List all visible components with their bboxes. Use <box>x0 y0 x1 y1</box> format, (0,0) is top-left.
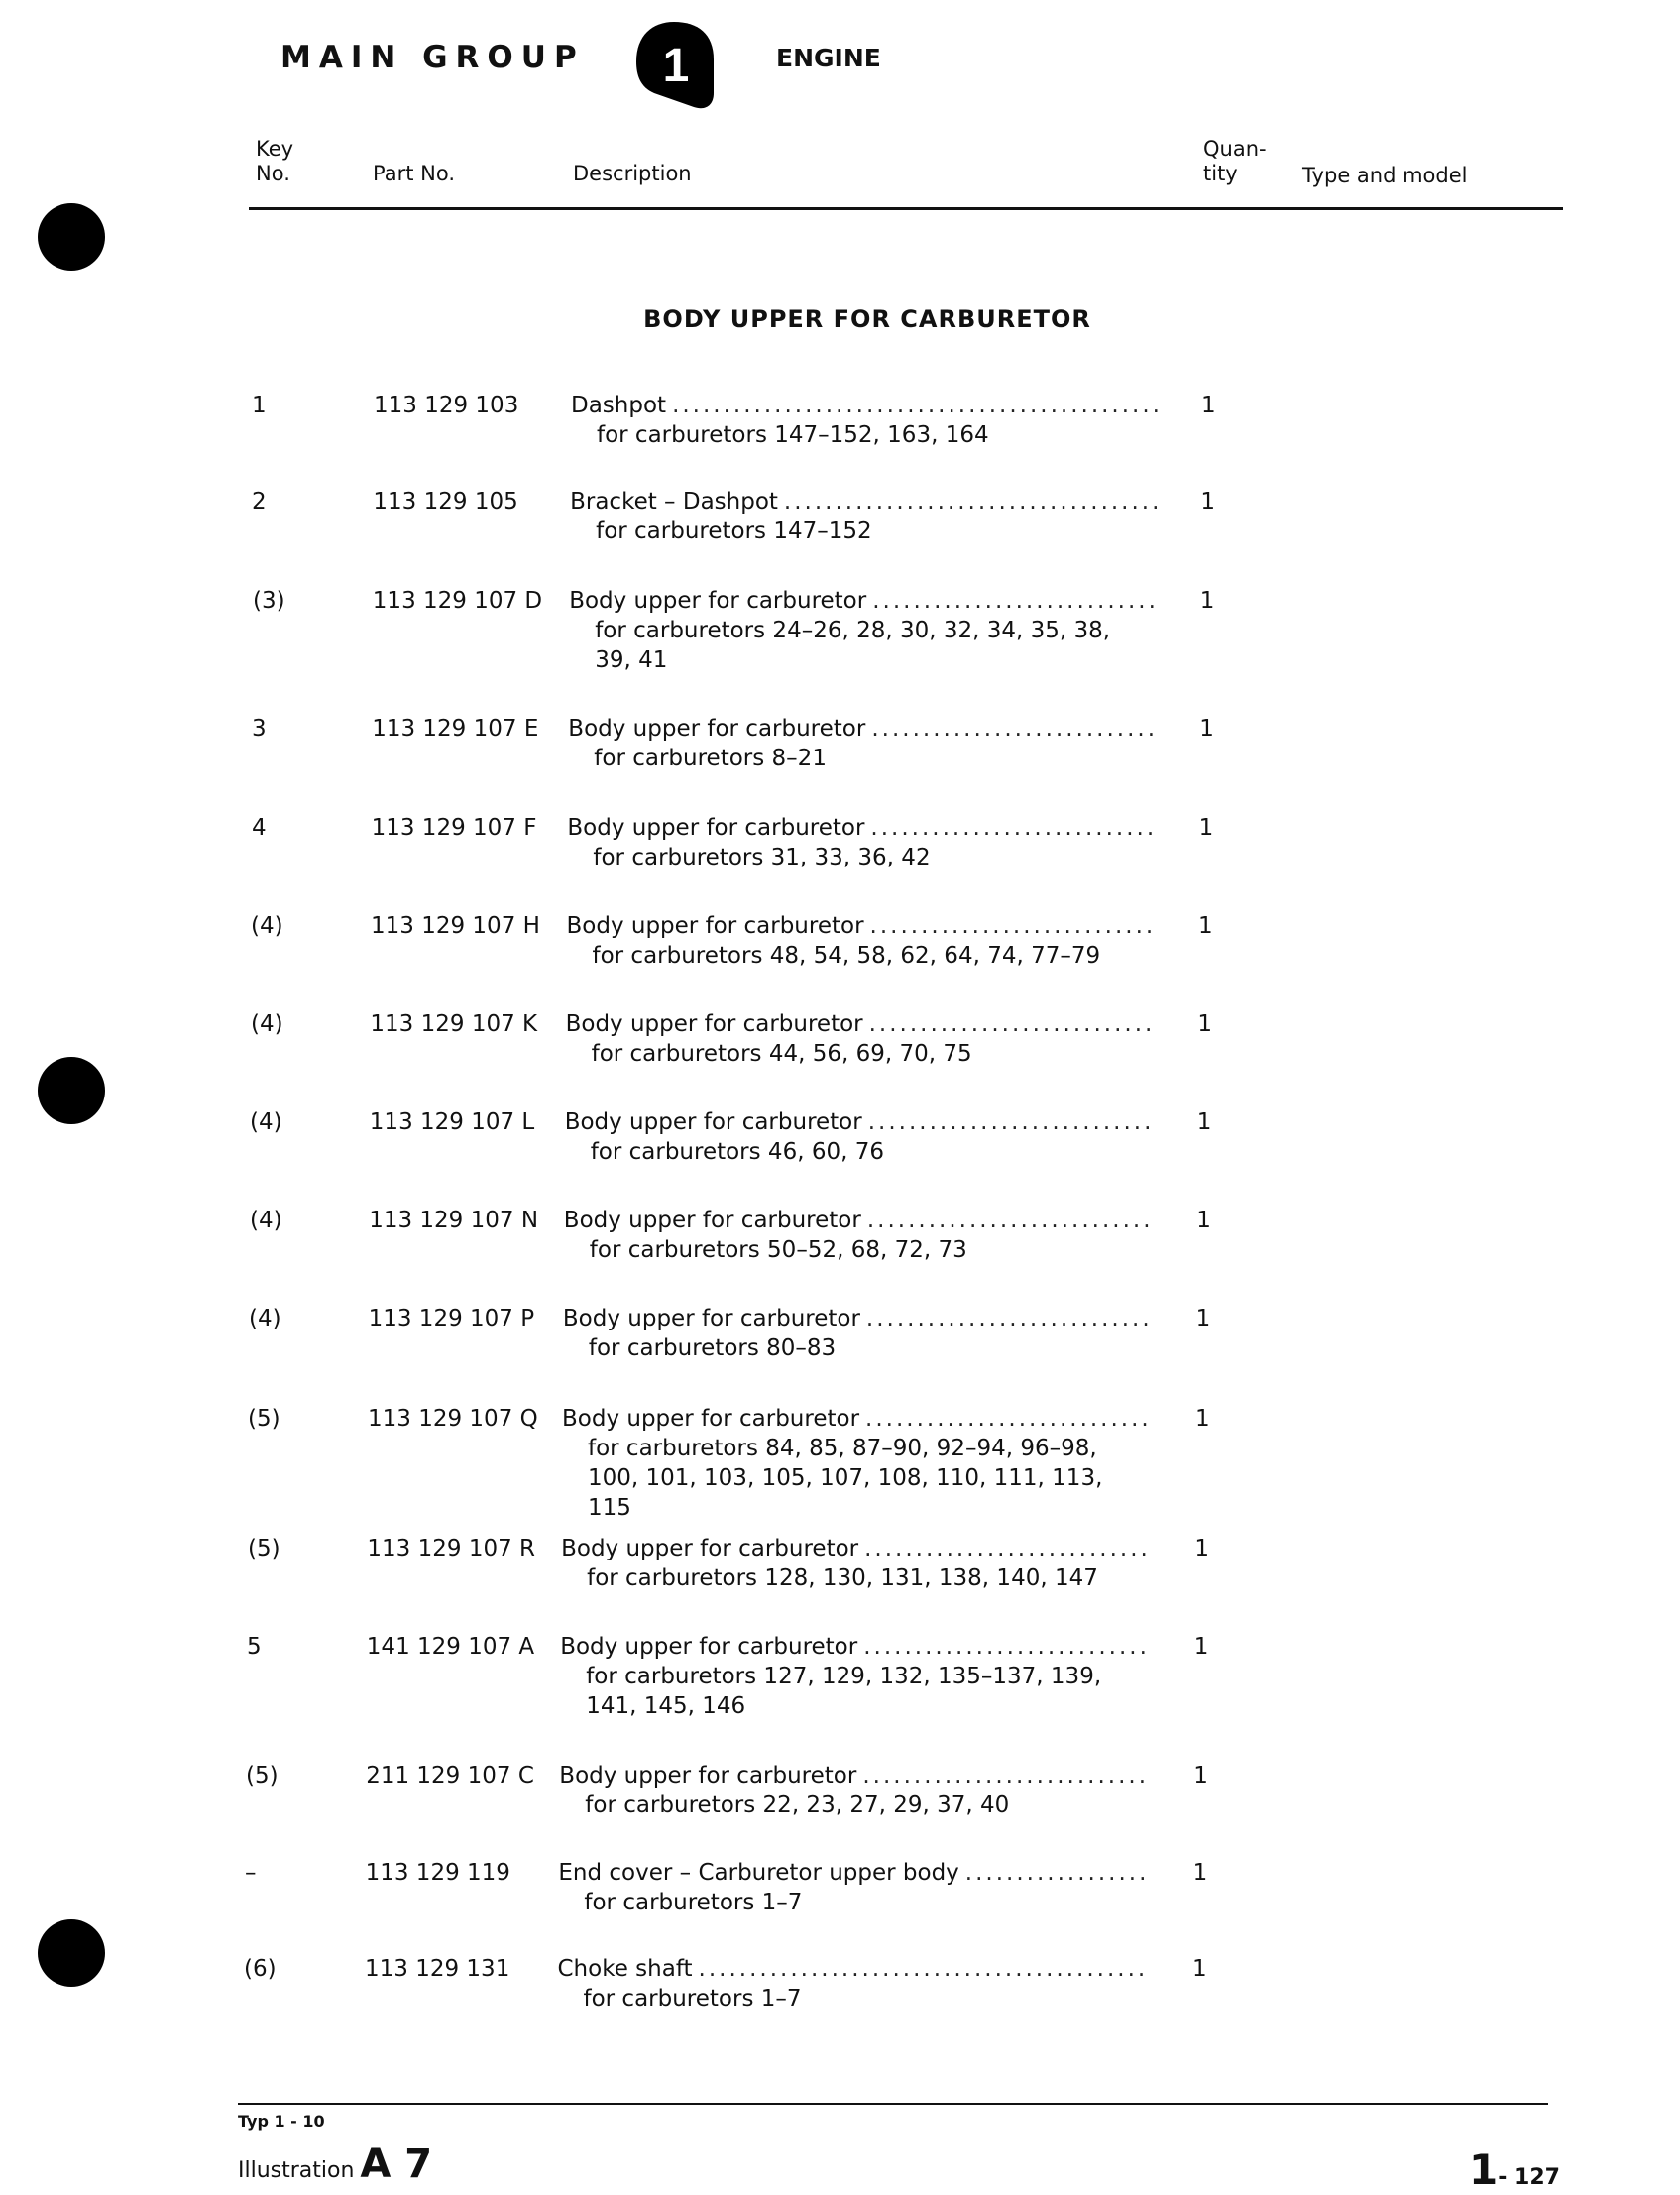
part-description <box>565 1107 1156 1167</box>
quantity: 1 <box>1198 815 1214 841</box>
footer-rule <box>238 2103 1548 2105</box>
quantity: 1 <box>1196 1208 1211 1233</box>
key-number: 3 <box>252 716 267 742</box>
leader-dots <box>863 1632 1151 1662</box>
leader-dots <box>862 1761 1150 1791</box>
illustration-id: A 7 <box>360 2141 433 2187</box>
group-number-badge <box>634 20 716 111</box>
description-text: Body upper for carburetor <box>563 1208 861 1233</box>
quantity: 1 <box>1192 1860 1208 1886</box>
part-description <box>563 1304 1154 1363</box>
key-number: 4 <box>252 815 267 841</box>
part-description <box>559 1761 1150 1820</box>
quantity: 1 <box>1198 913 1213 939</box>
col-header-key-line1: Key <box>256 137 294 161</box>
applicability-note: for carburetors 48, 54, 58, 62, 64, 74, 77–79 <box>592 943 1101 969</box>
section-name: ENGINE <box>776 44 881 72</box>
binder-hole-icon <box>38 203 105 271</box>
description-text: Body upper for carburetor <box>569 588 867 614</box>
description-text: End cover – Carburetor upper body <box>558 1860 959 1886</box>
leader-dots <box>672 391 1162 420</box>
part-number: 113 129 107 H <box>371 913 540 939</box>
quantity: 1 <box>1199 716 1214 742</box>
illustration-label: Illustration <box>238 2158 355 2183</box>
part-description <box>570 487 1161 546</box>
col-header-qty-line1: Quan- <box>1203 137 1267 161</box>
description-text: Choke shaft <box>557 1956 693 1982</box>
applicability-note: for carburetors 46, 60, 76 <box>590 1139 884 1165</box>
header-rule <box>249 207 1563 210</box>
leader-dots <box>965 1858 1150 1888</box>
type-reference: Typ 1 - 10 <box>238 2112 325 2131</box>
key-number: (5) <box>248 1406 280 1432</box>
applicability-note: for carburetors 80–83 <box>588 1335 837 1361</box>
col-header-key-no <box>256 137 293 186</box>
quantity: 1 <box>1201 393 1216 418</box>
part-number: 113 129 107 K <box>370 1011 538 1037</box>
part-description <box>567 911 1158 971</box>
part-description <box>569 586 1160 675</box>
description-text: Body upper for carburetor <box>560 1634 858 1660</box>
quantity: 1 <box>1199 588 1215 614</box>
quantity: 1 <box>1196 1109 1212 1135</box>
part-number: 113 129 105 <box>373 489 518 515</box>
applicability-note: for carburetors 8–21 <box>594 746 827 771</box>
part-description <box>567 813 1158 872</box>
part-description <box>558 1858 1149 1917</box>
quantity: 1 <box>1193 1634 1209 1660</box>
part-number: 113 129 107 R <box>367 1536 536 1561</box>
applicability-note: for carburetors 44, 56, 69, 70, 75 <box>591 1041 972 1067</box>
leader-dots <box>867 1206 1155 1235</box>
applicability-note: 39, 41 <box>595 647 668 673</box>
quantity: 1 <box>1195 1306 1211 1331</box>
description-text: Dashpot <box>571 393 667 418</box>
part-number: 113 129 107 N <box>369 1208 539 1233</box>
page-number <box>1469 2145 1560 2194</box>
col-header-part-no: Part No. <box>373 162 455 185</box>
key-number: (5) <box>248 1536 280 1561</box>
description-text: Body upper for carburetor <box>564 1109 862 1135</box>
main-group-label: MAIN GROUP <box>280 40 585 75</box>
part-description <box>558 1954 1149 2014</box>
part-description <box>561 1534 1152 1593</box>
page-number-minor: - 127 <box>1498 2165 1560 2190</box>
leader-dots <box>866 1304 1154 1333</box>
part-description <box>564 1206 1155 1265</box>
key-number: (4) <box>251 1011 283 1037</box>
col-header-type-model: Type and model <box>1302 164 1468 187</box>
part-description <box>562 1404 1153 1523</box>
leader-dots <box>869 1009 1157 1039</box>
part-number: 113 129 107 F <box>371 815 537 841</box>
part-number: 141 129 107 A <box>366 1634 535 1660</box>
leader-dots <box>865 1404 1153 1434</box>
leader-dots <box>868 1107 1156 1137</box>
description-text: Body upper for carburetor <box>567 815 865 841</box>
part-number: 113 129 107 P <box>368 1306 535 1331</box>
leader-dots <box>872 586 1160 616</box>
col-header-key-line2: No. <box>256 162 290 185</box>
key-number: (4) <box>249 1306 281 1331</box>
leader-dots <box>870 911 1158 941</box>
part-number: 113 129 107 E <box>372 716 539 742</box>
applicability-note: for carburetors 31, 33, 36, 42 <box>593 845 931 870</box>
description-text: Body upper for carburetor <box>565 1011 863 1037</box>
part-description <box>571 391 1162 450</box>
key-number: 1 <box>252 393 267 418</box>
quantity: 1 <box>1192 1956 1207 1982</box>
part-description <box>568 714 1159 773</box>
part-description <box>560 1632 1151 1721</box>
leader-dots <box>699 1954 1149 1984</box>
key-number: (4) <box>250 1208 282 1233</box>
binder-hole-icon <box>38 1057 105 1124</box>
part-number: 113 129 107 Q <box>368 1406 538 1432</box>
applicability-note: for carburetors 1–7 <box>584 1890 803 1915</box>
leader-dots <box>870 813 1158 843</box>
section-title: BODY UPPER FOR CARBURETOR <box>643 305 1091 333</box>
description-text: Body upper for carburetor <box>566 913 864 939</box>
quantity: 1 <box>1194 1536 1210 1561</box>
leader-dots <box>864 1534 1152 1563</box>
key-number: (6) <box>244 1956 277 1982</box>
key-number: (4) <box>250 1109 282 1135</box>
applicability-note: for carburetors 128, 130, 131, 138, 140, 147 <box>587 1565 1098 1591</box>
applicability-note: for carburetors 24–26, 28, 30, 32, 34, 35, 38, <box>595 618 1111 643</box>
applicability-note: for carburetors 22, 23, 27, 29, 37, 40 <box>585 1792 1010 1818</box>
part-number: 113 129 119 <box>365 1860 510 1886</box>
key-number: (5) <box>246 1763 279 1789</box>
quantity: 1 <box>1197 1011 1213 1037</box>
part-number: 113 129 103 <box>374 393 519 418</box>
description-text: Body upper for carburetor <box>562 1306 860 1331</box>
key-number: (3) <box>253 588 285 614</box>
applicability-note: for carburetors 147–152, 163, 164 <box>597 422 989 448</box>
applicability-note: for carburetors 50–52, 68, 72, 73 <box>589 1237 967 1263</box>
applicability-note: for carburetors 1–7 <box>583 1986 802 2012</box>
part-number: 113 129 131 <box>365 1956 510 1982</box>
leader-dots <box>871 714 1159 744</box>
part-number: 113 129 107 L <box>369 1109 535 1135</box>
leader-dots <box>784 487 1161 517</box>
applicability-note: for carburetors 84, 85, 87–90, 92–94, 96–98, <box>588 1436 1097 1461</box>
part-number: 211 129 107 C <box>366 1763 534 1789</box>
quantity: 1 <box>1193 1763 1208 1789</box>
applicability-note: for carburetors 147–152 <box>596 519 872 544</box>
part-description <box>566 1009 1157 1069</box>
applicability-note: 141, 145, 146 <box>586 1693 746 1719</box>
applicability-note: 100, 101, 103, 105, 107, 108, 110, 111, 113, 115 <box>588 1465 1103 1521</box>
key-number: – <box>245 1860 257 1886</box>
col-header-qty-line2: tity <box>1203 162 1238 185</box>
binder-hole-icon <box>38 1919 105 1987</box>
applicability-note: for carburetors 127, 129, 132, 135–137, 139, <box>586 1664 1102 1689</box>
description-text: Body upper for carburetor <box>562 1406 860 1432</box>
col-header-quantity <box>1203 137 1267 186</box>
key-number: 5 <box>247 1634 262 1660</box>
description-text: Bracket – Dashpot <box>570 489 778 515</box>
part-number: 113 129 107 D <box>372 588 543 614</box>
group-number: 1 <box>662 40 690 92</box>
quantity: 1 <box>1195 1406 1210 1432</box>
key-number: 2 <box>252 489 267 515</box>
description-text: Body upper for carburetor <box>561 1536 859 1561</box>
col-header-description: Description <box>573 162 692 185</box>
illustration-reference <box>238 2141 432 2187</box>
key-number: (4) <box>251 913 283 939</box>
quantity: 1 <box>1200 489 1216 515</box>
page-number-major: 1 <box>1469 2145 1499 2194</box>
description-text: Body upper for carburetor <box>568 716 866 742</box>
description-text: Body upper for carburetor <box>559 1763 857 1789</box>
